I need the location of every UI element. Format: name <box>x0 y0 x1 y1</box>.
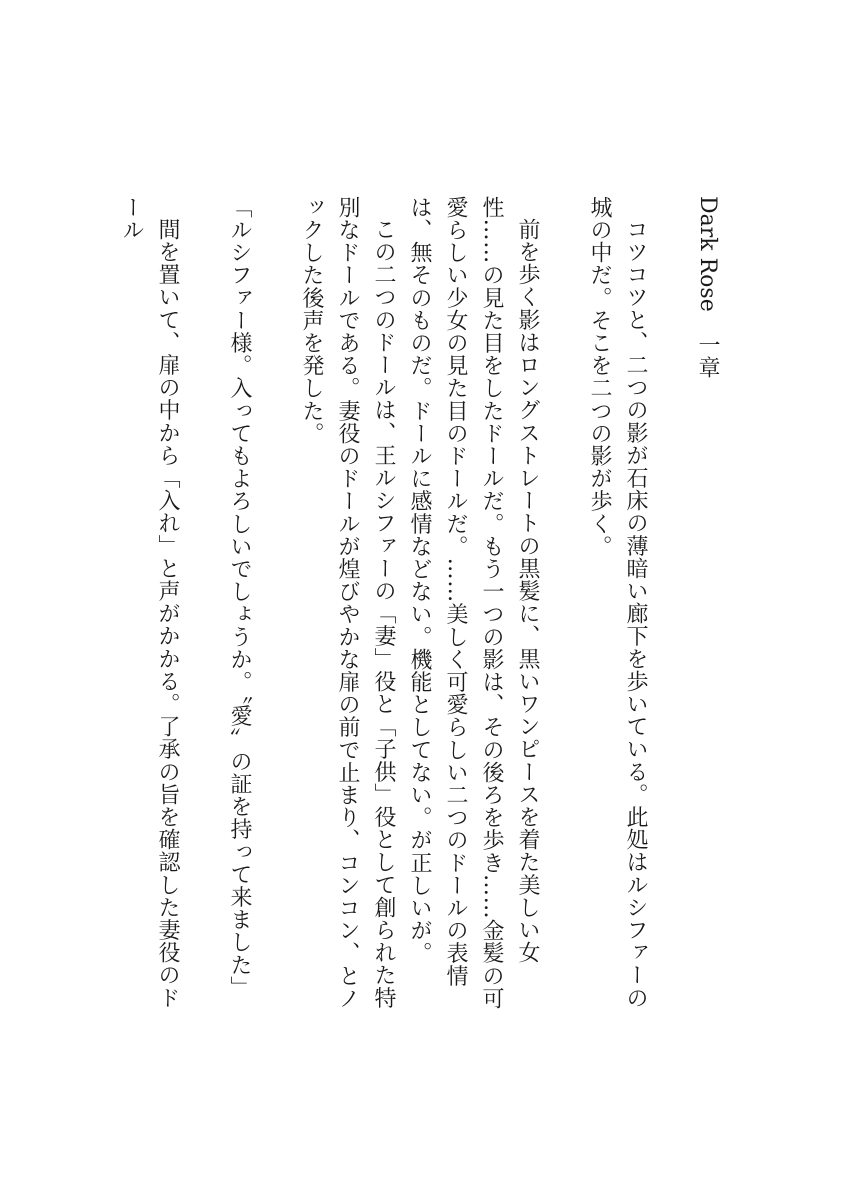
chapter-label: 一章 <box>695 333 720 379</box>
blank-line <box>257 196 293 197</box>
vertical-text-body <box>113 196 725 1026</box>
blank-line <box>185 196 221 197</box>
paragraph-3: この二つのドールは、王ルシファーの「妻」役と「子供」役として創られた特別なドールである。妻役のドールが煌びやかな扉の前で止まり、コンコン、とノックした後声を発した。 <box>299 196 396 1010</box>
paragraph-2: 前を歩く影はロングストレートの黒髪に、黒いワンピースを着た美しい女性……の見た目をしたドールだ。もう一つの影は、その後ろを歩き……金髪の可愛らしい少女の見た目のドールだ。……美しく可愛らしい二つのドールの表情は、無そのものだ。ドールに感情などない。機能としてない。が正しいが。 <box>407 196 540 1010</box>
chapter-heading <box>689 196 725 1026</box>
paragraph-4-dialogue: 「ルシファー様。入ってもよろしいでしょうか。〝愛〟の証を持って来ました」 <box>227 196 252 999</box>
blank-line <box>545 196 581 197</box>
paragraph-5: 間を置いて、扉の中から「入れ」と声がかかる。了承の旨を確認した妻役のドール <box>119 196 180 1009</box>
paragraph-1: コツコツと、二つの影が石床の薄暗い廊下を歩いている。此処はルシファーの城の中だ。そこを二つの影が歩く。 <box>587 196 648 1009</box>
book-title: Dark Rose <box>695 196 720 312</box>
